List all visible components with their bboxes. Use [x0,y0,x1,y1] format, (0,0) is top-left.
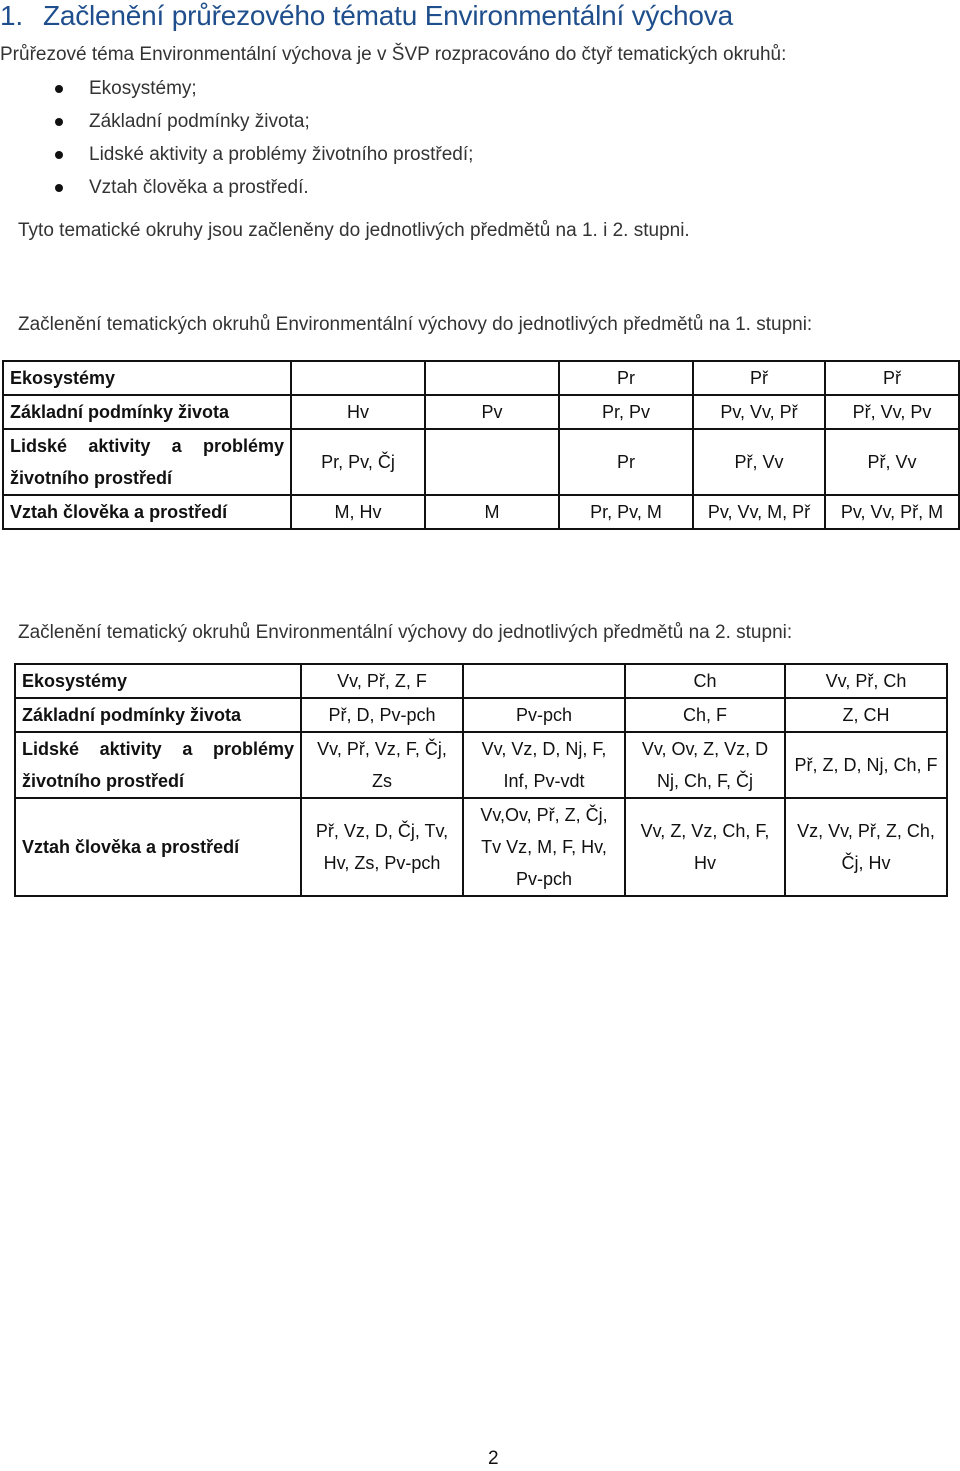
table-cell: Př [825,361,959,395]
bullet-icon [55,151,63,159]
topic-list [0,72,473,204]
table-cell: Pv, Vv, Př [693,395,825,429]
table-cell: Vz, Vv, Př, Z, Ch, Čj, Hv [785,798,947,896]
section-heading [0,0,733,32]
table-cell: Př, Vz, D, Čj, Tv, Hv, Zs, Pv-pch [301,798,463,896]
table-row-label: Vztah člověka a prostředí [15,798,301,896]
table2-caption: Začlenění tematický okruhů Environmentální výchovy do jednotlivých předmětů na 2. stupni: [18,622,793,643]
table-cell [425,429,559,495]
table-cell: Pv [425,395,559,429]
table-row [3,395,959,429]
table-cell: Vv, Př, Vz, F, Čj, Zs [301,732,463,798]
table-cell: Vv, Př, Z, F [301,664,463,698]
table-cell: Ch, F [625,698,785,732]
table-cell: M, Hv [291,495,425,529]
table-row [3,495,959,529]
table-cell: Z, CH [785,698,947,732]
table1-caption: Začlenění tematických okruhů Environmentální výchovy do jednotlivých předmětů na 1. stupni: [18,314,813,335]
table-cell: Pv, Vv, M, Př [693,495,825,529]
table-cell: Př, D, Pv-pch [301,698,463,732]
table-cell: Vv, Vz, D, Nj, F, Inf, Pv-vdt [463,732,625,798]
stage1-table [2,360,960,530]
table-row [3,361,959,395]
table-cell: Vv, Z, Vz, Ch, F, Hv [625,798,785,896]
table-cell: Vv, Př, Ch [785,664,947,698]
table-cell: Pr, Pv, M [559,495,693,529]
table-row-label: Ekosystémy [15,664,301,698]
table-cell: Pr, Pv, Čj [291,429,425,495]
bullet-icon [55,85,63,93]
intro-paragraph: Průřezové téma Environmentální výchova je v ŠVP rozpracováno do čtyř tematických okruhů: [0,44,787,65]
table-cell: Pr [559,429,693,495]
section-number: 1. [0,0,23,31]
table-row-label: Vztah člověka a prostředí [3,495,291,529]
table-cell: Vv,Ov, Př, Z, Čj, Tv Vz, M, F, Hv, Pv-pch [463,798,625,896]
table-row [15,732,947,798]
table-cell: Př, Vv, Pv [825,395,959,429]
table-cell: Pv-pch [463,698,625,732]
list-item: Základní podmínky života; [0,105,473,138]
table-cell: Pr, Pv [559,395,693,429]
list-item: Lidské aktivity a problémy životního prostředí; [0,138,473,171]
table-cell [463,664,625,698]
table-cell: Ch [625,664,785,698]
table-cell: Pr [559,361,693,395]
table-cell: Vv, Ov, Z, Vz, D Nj, Ch, F, Čj [625,732,785,798]
table-row-label: Lidské aktivity a problémy životního prostředí [3,429,291,495]
table-cell: Př [693,361,825,395]
table-row [3,429,959,495]
bullet-icon [55,184,63,192]
list-item: Ekosystémy; [0,72,473,105]
table-row [15,798,947,896]
list-item: Vztah člověka a prostředí. [0,171,473,204]
table-cell: Pv, Vv, Př, M [825,495,959,529]
page-number: 2 [488,1448,499,1469]
table-cell: Hv [291,395,425,429]
table-cell [291,361,425,395]
table-cell: Př, Z, D, Nj, Ch, F [785,732,947,798]
stage2-table [14,663,948,897]
table-row-label: Ekosystémy [3,361,291,395]
summary-paragraph: Tyto tematické okruhy jsou začleněny do jednotlivých předmětů na 1. i 2. stupni. [18,220,690,241]
section-title: Začlenění průřezového tématu Environmentální výchova [42,0,733,31]
table-row-label: Lidské aktivity a problémy životního prostředí [15,732,301,798]
table-row [15,664,947,698]
bullet-icon [55,118,63,126]
table-row-label: Základní podmínky života [15,698,301,732]
table-cell: Př, Vv [693,429,825,495]
table-cell [425,361,559,395]
table-row-label: Základní podmínky života [3,395,291,429]
table-row [15,698,947,732]
table-cell: M [425,495,559,529]
table-cell: Př, Vv [825,429,959,495]
